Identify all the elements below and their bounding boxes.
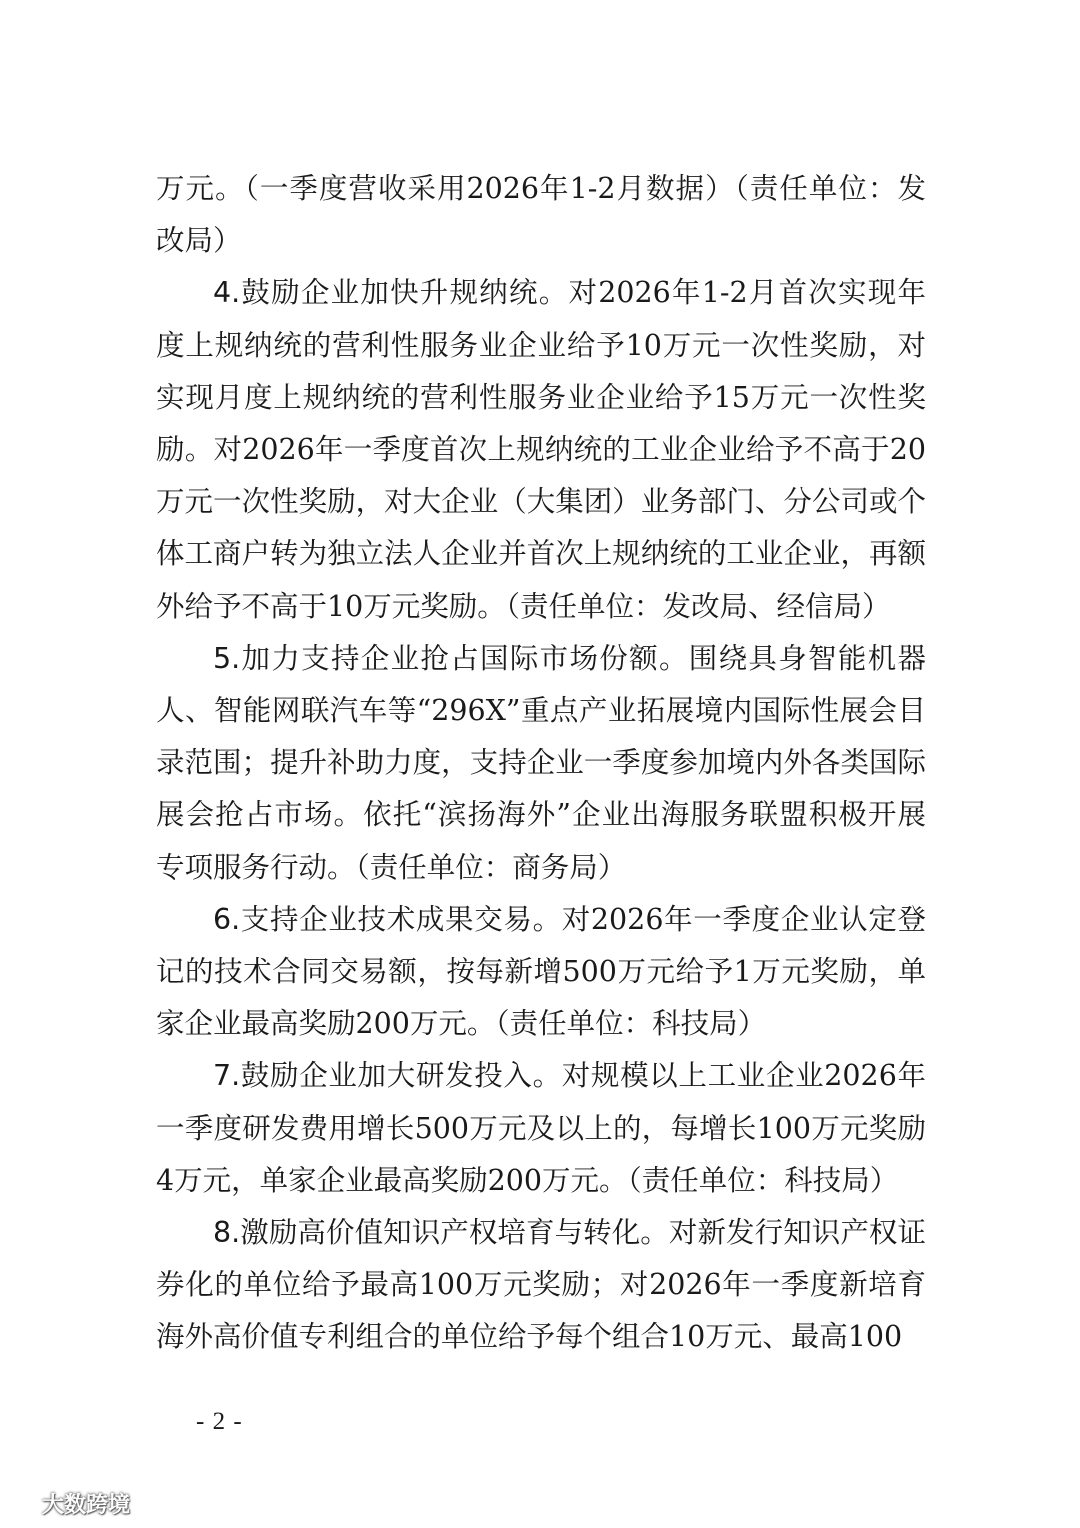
- paragraph-heading: 8.激励高价值知识产权培育与转化。: [213, 1216, 669, 1250]
- paragraph-text: 万元。（一季度营收采用2026年1-2月数据）（责任单位：发改局）: [156, 172, 926, 258]
- paragraph-item-8: [156, 1207, 926, 1364]
- watermark-text: 大数跨境: [42, 1493, 131, 1518]
- page-number: - 2 -: [196, 1408, 243, 1435]
- weibo-logo-icon: [8, 1491, 38, 1517]
- paragraph-heading: 5.加力支持企业抢占国际市场份额。: [213, 641, 689, 675]
- paragraph-text: 对新发行知识产权证券化的单位给予最高100万元奖励；对2026年一季度新培育海外高价值专利组合的单位给予每个组合10万元、最高100: [156, 1216, 926, 1354]
- paragraph-heading: 7.鼓励企业加大研发投入。: [213, 1059, 562, 1093]
- paragraph-continuation: [156, 163, 926, 267]
- paragraph-text: 对规模以上工业企业2026年一季度研发费用增长500万元及以上的，每增长100万元奖励4万元，单家企业最高奖励200万元。（责任单位：科技局）: [156, 1059, 926, 1197]
- paragraph-heading: 6.支持企业技术成果交易。: [213, 902, 562, 936]
- paragraph-item-6: [156, 894, 926, 1051]
- paragraph-text: 对2026年1-2月首次实现年度上规纳统的营利性服务业企业给予10万元一次性奖励，对实现月度上规纳统的营利性服务业企业给予15万元一次性奖励。对2026年一季度首次上规纳统的工业企业给予不高于20万元一次性奖励，对大企业（大集团）业务部门、分公司或个体工商户转为独立法人企业并首次上规纳统的工业企业，再额外给予不高于10万元奖励。（责任单位：发改局、经信局）: [156, 276, 926, 623]
- paragraph-item-4: [156, 267, 926, 632]
- paragraph-text: 对2026年一季度企业认定登记的技术合同交易额，按每新增500万元给予1万元奖励，单家企业最高奖励200万元。（责任单位：科技局）: [156, 902, 926, 1041]
- paragraph-item-5: [156, 633, 926, 894]
- watermark: [8, 1488, 130, 1519]
- paragraph-heading: 4.鼓励企业加快升规纳统。: [213, 276, 569, 310]
- paragraph-item-7: [156, 1050, 926, 1207]
- document-body: [156, 163, 926, 1364]
- paragraph-text: 围绕具身智能机器人、智能网联汽车等“296X”重点产业拓展境内国际性展会目录范围；提升补助力度，支持企业一季度参加境内外各类国际展会抢占市场。依托“滨扬海外”企业出海服务联盟积极开展专项服务行动。（责任单位：商务局）: [156, 641, 926, 884]
